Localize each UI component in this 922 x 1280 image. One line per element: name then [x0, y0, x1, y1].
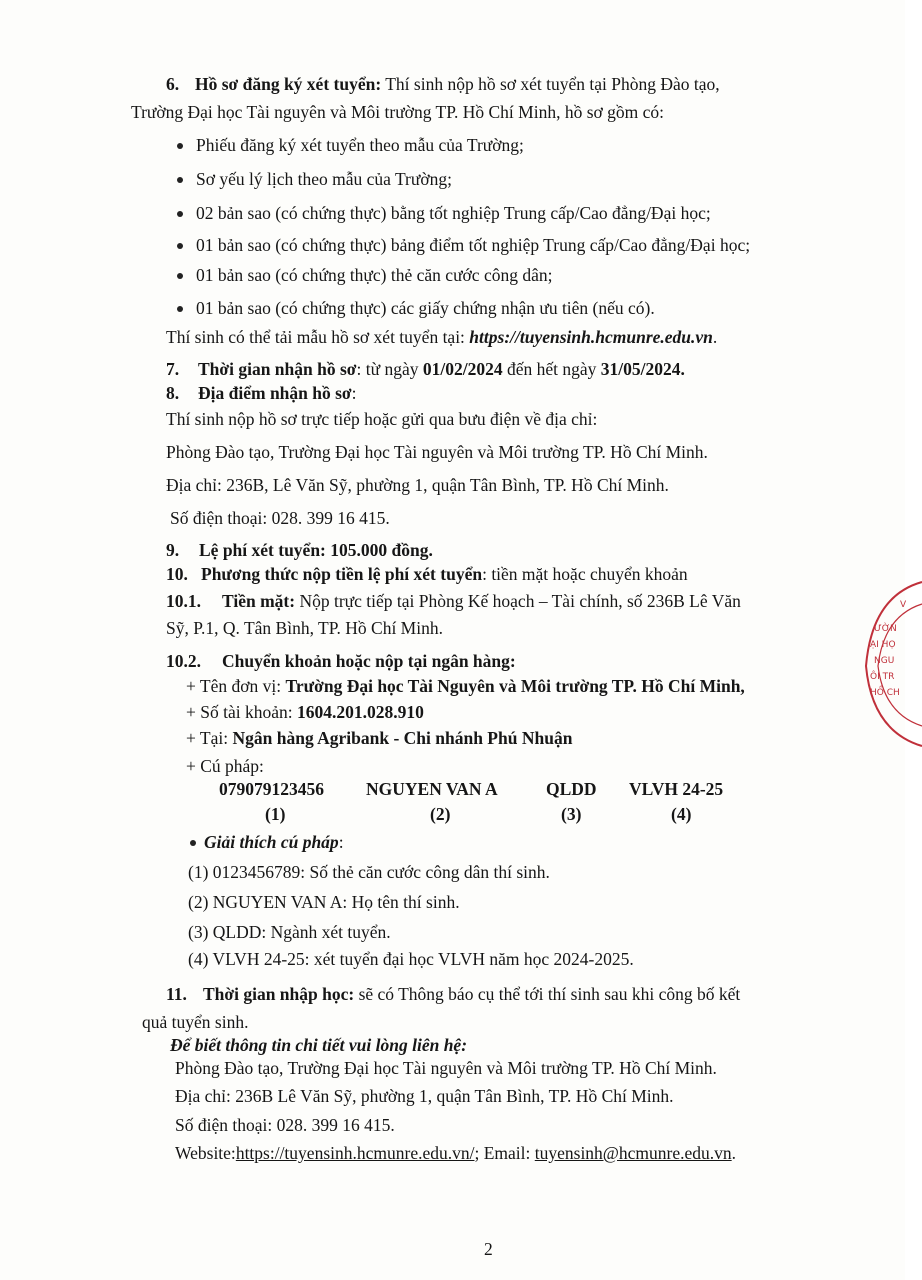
section-7-end: .	[680, 359, 685, 379]
section-10-1-heading: Tiền mặt:	[222, 591, 296, 611]
section-8-intro: Thí sinh nộp hồ sơ trực tiếp hoặc gửi qua bưu điện về địa chỉ:	[166, 409, 598, 429]
download-end: .	[712, 327, 718, 347]
unit-label: + Tên đơn vị:	[186, 676, 286, 696]
section-11-line1	[203, 983, 740, 1005]
section-10-1-number: 10.1.	[166, 591, 201, 611]
website-label: Website:	[175, 1143, 236, 1163]
bullet-icon	[177, 243, 183, 249]
section-10-number: 10.	[166, 564, 188, 584]
syntax-part-index: (1)	[265, 804, 286, 824]
unit-line	[186, 675, 745, 697]
section-9-text: Lệ phí xét tuyển: 105.000 đồng.	[199, 540, 433, 560]
section-8-heading: Địa điểm nhận hồ sơ	[198, 383, 352, 403]
section-11-heading: Thời gian nhập học:	[203, 984, 355, 1004]
section-10-1-line2: Sỹ, P.1, Q. Tân Bình, TP. Hồ Chí Minh.	[166, 618, 443, 638]
syntax-explain-item: (3) QLDD: Ngành xét tuyển.	[188, 922, 391, 942]
section-10-2-number: 10.2.	[166, 651, 201, 671]
section-7-number: 7.	[166, 359, 180, 379]
syntax-part-value: VLVH 24-25	[629, 779, 724, 799]
doc-item: Sơ yếu lý lịch theo mẫu của Trường;	[196, 169, 452, 189]
account-value: 1604.201.028.910	[296, 702, 424, 722]
section-9-number: 9.	[166, 540, 180, 560]
section-7-line	[198, 358, 685, 380]
stamp-text: ƯỜN	[874, 624, 897, 634]
syntax-part-index: (3)	[561, 804, 582, 824]
section-10-2-heading: Chuyển khoản hoặc nộp tại ngân hàng:	[222, 651, 516, 671]
email-label: ; Email:	[474, 1143, 535, 1163]
doc-item: 02 bản sao (có chứng thực) bằng tốt nghiệp Trung cấp/Cao đẳng/Đại học;	[196, 203, 711, 223]
section-10-1-text: Nộp trực tiếp tại Phòng Kế hoạch – Tài chính, số 236B Lê Văn	[295, 591, 741, 611]
bullet-icon	[177, 273, 183, 279]
date-to: 31/05/2024	[600, 359, 681, 379]
stamp-text: V	[900, 600, 907, 610]
section-8-colon: :	[351, 383, 357, 403]
syntax-part-value: QLDD	[546, 779, 597, 799]
section-6-line1	[195, 73, 720, 95]
download-line	[166, 326, 717, 348]
syntax-part-index: (2)	[430, 804, 451, 824]
bank-line	[186, 727, 572, 749]
bullet-icon	[177, 177, 183, 183]
syntax-explain-item: (1) 0123456789: Số thẻ căn cước công dân thí sinh.	[188, 862, 550, 882]
bullet-icon	[177, 143, 183, 149]
section-7-text: đến hết ngày	[502, 359, 601, 379]
section-7-heading: Thời gian nhận hồ sơ	[198, 359, 357, 379]
contact-office: Phòng Đào tạo, Trường Đại học Tài nguyên và Môi trường TP. Hồ Chí Minh.	[175, 1058, 717, 1078]
section-10-text: : tiền mặt hoặc chuyển khoản	[482, 564, 688, 584]
contact-web-line	[175, 1142, 736, 1164]
section-8-address: Địa chỉ: 236B, Lê Văn Sỹ, phường 1, quận Tân Bình, TP. Hồ Chí Minh.	[166, 475, 669, 495]
contact-phone: Số điện thoại: 028. 399 16 415.	[175, 1115, 395, 1135]
doc-item: 01 bản sao (có chứng thực) thẻ căn cước công dân;	[196, 265, 553, 285]
section-11-line2: quả tuyển sinh.	[142, 1012, 249, 1032]
bank-value: Ngân hàng Agribank - Chi nhánh Phú Nhuận	[232, 728, 573, 748]
section-8-phone: Số điện thoại: 028. 399 16 415.	[170, 508, 390, 528]
syntax-explain-heading: Giải thích cú pháp	[204, 832, 339, 852]
section-8-number: 8.	[166, 383, 180, 403]
section-11-text: sẽ có Thông báo cụ thể tới thí sinh sau khi công bố kết	[354, 984, 741, 1004]
page-number: 2	[484, 1239, 493, 1259]
website-link[interactable]: https://tuyensinh.hcmunre.edu.vn/	[235, 1143, 475, 1163]
contact-address: Địa chỉ: 236B Lê Văn Sỹ, phường 1, quận Tân Bình, TP. Hồ Chí Minh.	[175, 1086, 674, 1106]
download-link[interactable]: https://tuyensinh.hcmunre.edu.vn	[469, 327, 713, 347]
section-10-line	[201, 563, 688, 585]
syntax-explain-item: (4) VLVH 24-25: xét tuyển đại học VLVH năm học 2024-2025.	[188, 949, 634, 969]
section-10-heading: Phương thức nộp tiền lệ phí xét tuyển	[201, 564, 483, 584]
official-stamp	[862, 576, 922, 746]
bullet-icon	[177, 211, 183, 217]
section-6-line2: Trường Đại học Tài nguyên và Môi trường TP. Hồ Chí Minh, hồ sơ gồm có:	[131, 102, 665, 122]
syntax-explain-item: (2) NGUYEN VAN A: Họ tên thí sinh.	[188, 892, 460, 912]
account-label: + Số tài khoản:	[186, 702, 297, 722]
section-11-number: 11.	[166, 984, 187, 1004]
stamp-text: ÔI TR	[870, 672, 895, 682]
doc-item: Phiếu đăng ký xét tuyển theo mẫu của Trường;	[196, 135, 524, 155]
contact-end: .	[731, 1143, 737, 1163]
doc-item: 01 bản sao (có chứng thực) bảng điểm tốt nghiệp Trung cấp/Cao đẳng/Đại học;	[196, 235, 751, 255]
syntax-label: + Cú pháp:	[186, 756, 264, 776]
section-8-office: Phòng Đào tạo, Trường Đại học Tài nguyên và Môi trường TP. Hồ Chí Minh.	[166, 442, 708, 462]
contact-heading: Để biết thông tin chi tiết vui lòng liên hệ:	[170, 1035, 468, 1055]
syntax-part-index: (4)	[671, 804, 692, 824]
section-8-heading-line	[198, 382, 357, 404]
date-from: 01/02/2024	[422, 359, 503, 379]
section-6-heading: Hồ sơ đăng ký xét tuyển:	[195, 74, 382, 94]
section-7-text: : từ ngày	[356, 359, 423, 379]
section-6-text: Thí sinh nộp hồ sơ xét tuyển tại Phòng Đào tạo,	[381, 74, 720, 94]
syntax-explain-colon: :	[338, 832, 344, 852]
download-text: Thí sinh có thể tải mẫu hồ sơ xét tuyển tại:	[166, 327, 470, 347]
stamp-text: ẠI HỌ	[870, 640, 896, 650]
stamp-text: HỒ CH	[870, 688, 900, 698]
bank-label: + Tại:	[186, 728, 233, 748]
syntax-explain-heading-line	[204, 831, 344, 853]
email-link[interactable]: tuyensinh@hcmunre.edu.vn	[534, 1143, 732, 1163]
bullet-icon	[177, 306, 183, 312]
bullet-icon	[190, 840, 196, 846]
section-6-number: 6.	[166, 74, 180, 94]
doc-item: 01 bản sao (có chứng thực) các giấy chứng nhận ưu tiên (nếu có).	[196, 298, 655, 318]
unit-value: Trường Đại học Tài Nguyên và Môi trường TP. Hồ Chí Minh,	[285, 676, 745, 696]
account-line	[186, 701, 424, 723]
stamp-text: NGU	[874, 656, 895, 666]
syntax-part-value: 079079123456	[219, 779, 324, 799]
section-10-1-line1	[222, 590, 741, 612]
syntax-part-value: NGUYEN VAN A	[366, 779, 498, 799]
